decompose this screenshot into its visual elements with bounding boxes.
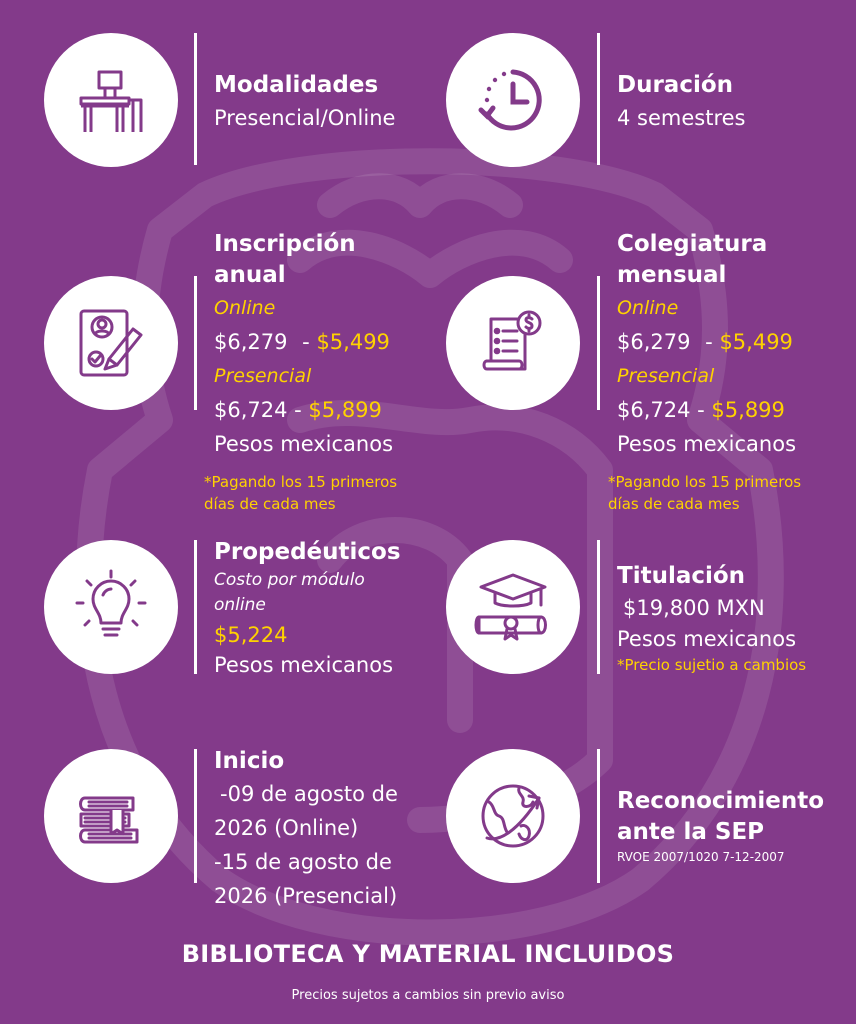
titulacion-note: *Precio sujetio a cambios [617, 656, 807, 674]
colegiatura-title-2: mensual [617, 262, 727, 288]
desk-icon [71, 60, 151, 140]
modalidades-value: Presencial/Online [214, 106, 396, 130]
books-icon-circle [44, 749, 178, 883]
lightbulb-icon-circle [44, 540, 178, 674]
divider [194, 276, 197, 410]
colegiatura-online-label: Online [617, 297, 679, 319]
colegiatura-online-regular: $6,279 [617, 330, 691, 354]
books-icon [71, 776, 151, 856]
inicio-title: Inicio [214, 748, 285, 774]
reconocimiento-title-1: Reconocimiento [617, 788, 825, 814]
inscripcion-note-1: *Pagando los 15 primeros [204, 473, 398, 491]
rvoe-code: RVOE 2007/1020 7-12-2007 [617, 850, 785, 864]
inicio-line-3: -15 de agosto de [214, 850, 392, 874]
divider [597, 33, 600, 165]
inscripcion-note-2: días de cada mes [204, 495, 336, 513]
globe-icon [473, 776, 553, 856]
colegiatura-presencial-regular: $6,724 - [617, 398, 705, 422]
divider [194, 540, 197, 674]
titulacion-price: $19,800 MXN [623, 596, 765, 620]
titulacion-title: Titulación [617, 563, 746, 589]
colegiatura-online-discount: $5,499 [719, 330, 793, 354]
divider [194, 749, 197, 883]
clock-icon-circle [446, 33, 580, 167]
propedeuticos-desc-2: online [214, 595, 266, 615]
inscripcion-online-label: Online [214, 297, 276, 319]
modalidades-title: Modalidades [214, 72, 379, 98]
price-separator: - [302, 330, 310, 354]
footer-title: BIBLIOTECA Y MATERIAL INCLUIDOS [181, 940, 675, 968]
inicio-line-1: -09 de agosto de [220, 782, 398, 806]
inscripcion-presencial-regular: $6,724 - [214, 398, 302, 422]
duracion-title: Duración [617, 72, 734, 98]
signed-form-icon [71, 303, 151, 383]
divider [194, 33, 197, 165]
divider [597, 540, 600, 674]
colegiatura-note-2: días de cada mes [608, 495, 740, 513]
lightbulb-icon [71, 567, 151, 647]
propedeuticos-title: Propedéuticos [214, 539, 401, 565]
duracion-value: 4 semestres [617, 106, 746, 130]
inscripcion-presencial-label: Presencial [214, 365, 312, 387]
footer-note: Precios sujetos a cambios sin previo aviso [291, 988, 565, 1003]
inicio-line-2: 2026 (Online) [214, 816, 359, 840]
colegiatura-presencial-discount: $5,899 [711, 398, 785, 422]
diploma-icon-circle [446, 540, 580, 674]
inscripcion-title-2: anual [214, 262, 286, 288]
reconocimiento-title-2: ante la SEP [617, 819, 765, 845]
colegiatura-presencial-label: Presencial [617, 365, 715, 387]
colegiatura-currency: Pesos mexicanos [617, 432, 797, 456]
signed-form-icon-circle [44, 276, 178, 410]
receipt-icon [473, 303, 553, 383]
inscripcion-online-regular: $6,279 [214, 330, 288, 354]
divider [597, 749, 600, 883]
propedeuticos-currency: Pesos mexicanos [214, 653, 394, 677]
diploma-icon [473, 567, 553, 647]
colegiatura-title-1: Colegiatura [617, 231, 768, 257]
inscripcion-title-1: Inscripción [214, 231, 356, 257]
inscripcion-online-discount: $5,499 [316, 330, 390, 354]
inicio-line-4: 2026 (Presencial) [214, 884, 398, 908]
receipt-icon-circle [446, 276, 580, 410]
propedeuticos-desc-1: Costo por módulo [214, 570, 365, 590]
titulacion-currency: Pesos mexicanos [617, 627, 797, 651]
price-separator: - [705, 330, 713, 354]
propedeuticos-price: $5,224 [214, 623, 288, 647]
inscripcion-currency: Pesos mexicanos [214, 432, 394, 456]
desk-icon-circle [44, 33, 178, 167]
divider [597, 276, 600, 410]
globe-icon-circle [446, 749, 580, 883]
inscripcion-presencial-discount: $5,899 [308, 398, 382, 422]
colegiatura-note-1: *Pagando los 15 primeros [608, 473, 802, 491]
clock-icon [473, 60, 553, 140]
